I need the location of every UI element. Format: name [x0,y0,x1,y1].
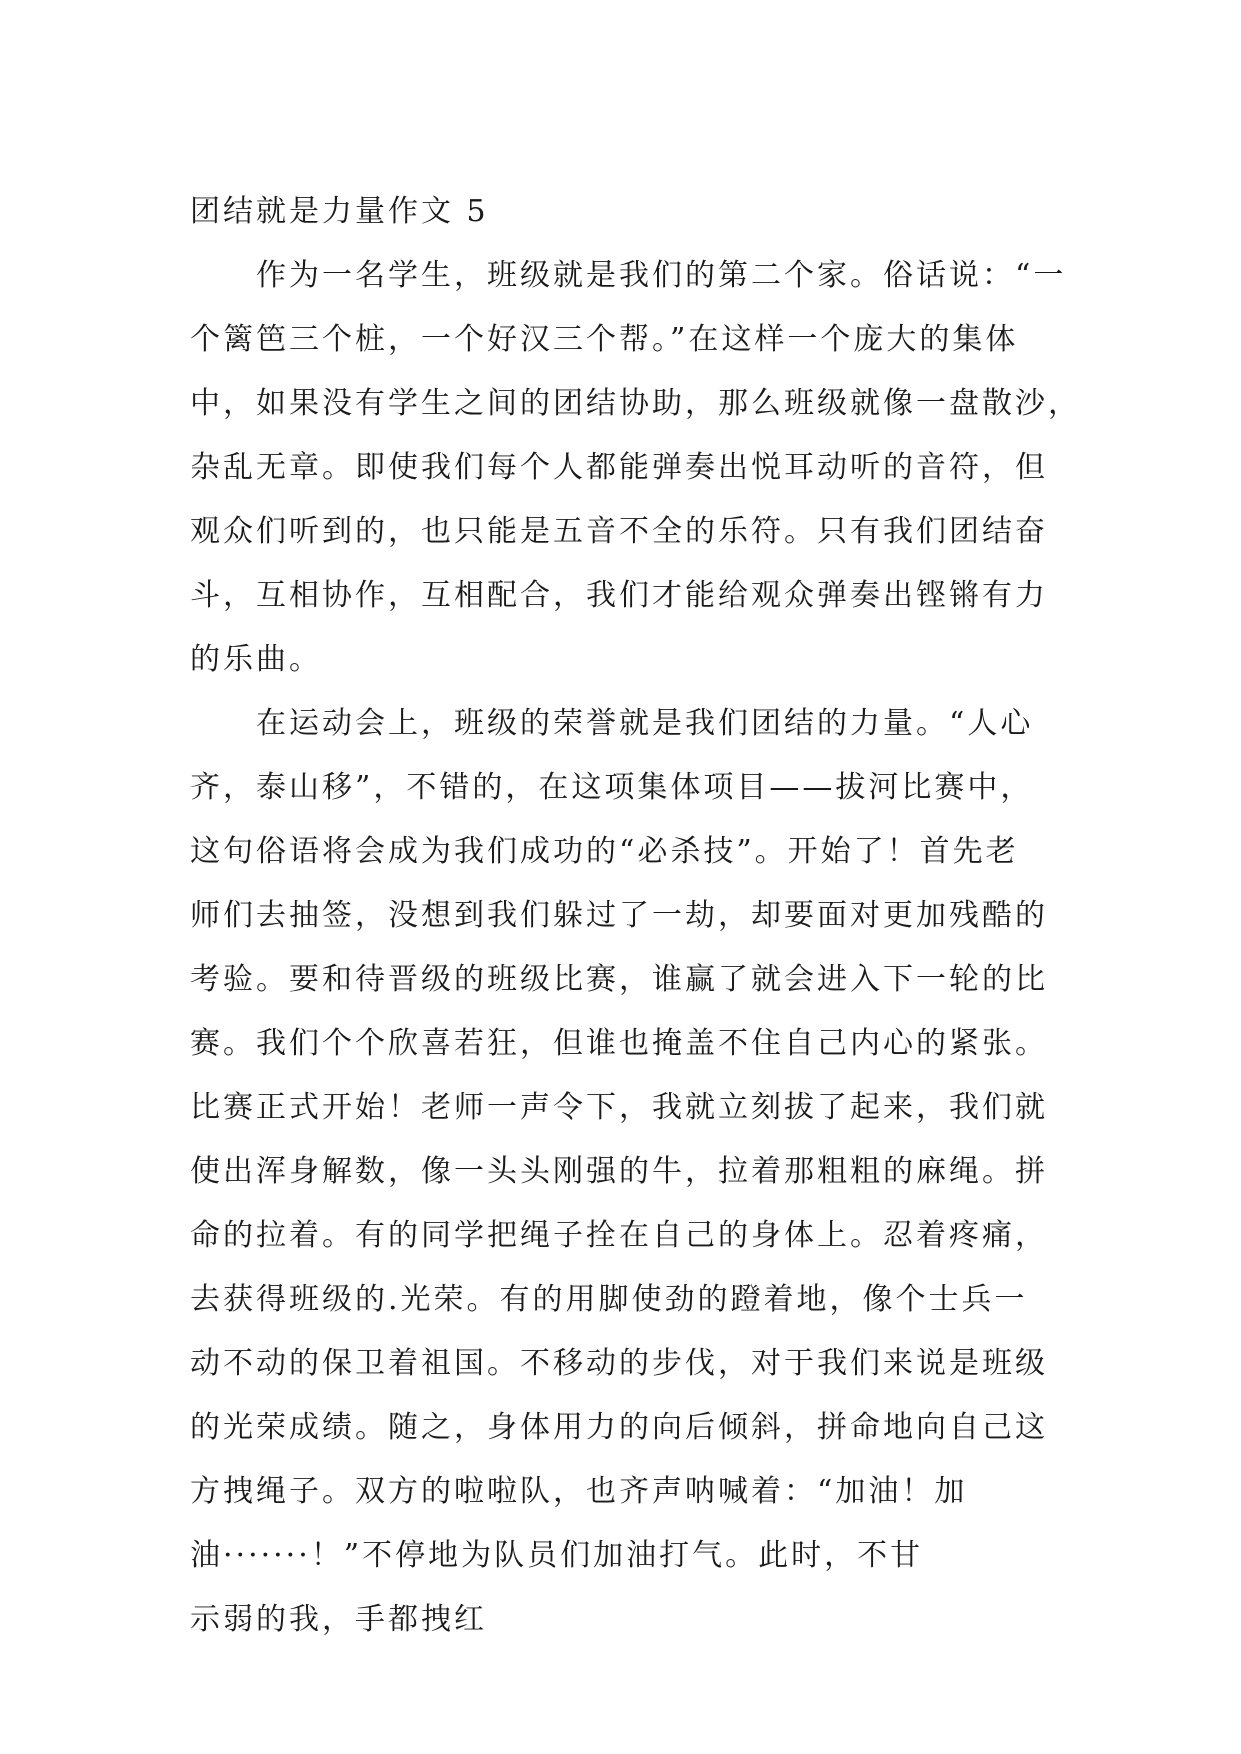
text-line: 杂乱无章。即使我们每个人都能弹奏出悦耳动听的音符，但 [190,450,1048,485]
text-line: 动不动的保卫着祖国。不移动的步伐，对于我们来说是班级 [190,1346,1048,1381]
text-line: 方拽绳子。双方的啦啦队，也齐声呐喊着：“加油！加 [190,1474,968,1509]
text-line: 命的拉着。有的同学把绳子拴在自己的身体上。忍着疼痛， [190,1218,1048,1253]
text-line: 比赛正式开始！老师一声令下，我就立刻拔了起来，我们就 [190,1090,1048,1125]
text-line: 斗，互相协作，互相配合，我们才能给观众弹奏出铿锵有力 [190,578,1048,613]
text-line: 去获得班级的.光荣。有的用脚使劲的蹬着地，像个士兵一 [190,1282,1028,1317]
text-line: 作为一名学生，班级就是我们的第二个家。俗话说：“一 [190,258,1067,293]
text-line: 的光荣成绩。随之，身体用力的向后倾斜，拼命地向自己这 [190,1410,1048,1445]
text-line: 考验。要和待晋级的班级比赛，谁赢了就会进入下一轮的比 [190,962,1048,997]
text-line: 赛。我们个个欣喜若狂，但谁也掩盖不住自己内心的紧张。 [190,1026,1048,1061]
text-line: 的乐曲。 [190,642,322,677]
text-line: 中，如果没有学生之间的团结协助，那么班级就像一盘散沙， [190,386,1081,421]
text-line: 个篱笆三个桩，一个好汉三个帮。”在这样一个庞大的集体 [190,322,1019,357]
text-line: 观众们听到的，也只能是五音不全的乐符。只有我们团结奋 [190,514,1048,549]
text-line: 油·······！”不停地为队员们加油打气。此时，不甘 [190,1538,924,1573]
essay-title: 团结就是力量作文 5 [190,194,489,229]
text-line: 示弱的我，手都拽红 [190,1602,487,1637]
text-line: 师们去抽签，没想到我们躲过了一劫，却要面对更加残酷的 [190,898,1048,933]
text-line: 齐，泰山移”，不错的，在这项集体项目——拔河比赛中， [190,770,1034,805]
text-line: 这句俗语将会成为我们成功的“必杀技”。开始了！首先老 [190,834,1019,869]
text-line: 在运动会上，班级的荣誉就是我们团结的力量。“人心 [190,706,1034,741]
text-line: 使出浑身解数，像一头头刚强的牛，拉着那粗粗的麻绳。拼 [190,1154,1048,1189]
